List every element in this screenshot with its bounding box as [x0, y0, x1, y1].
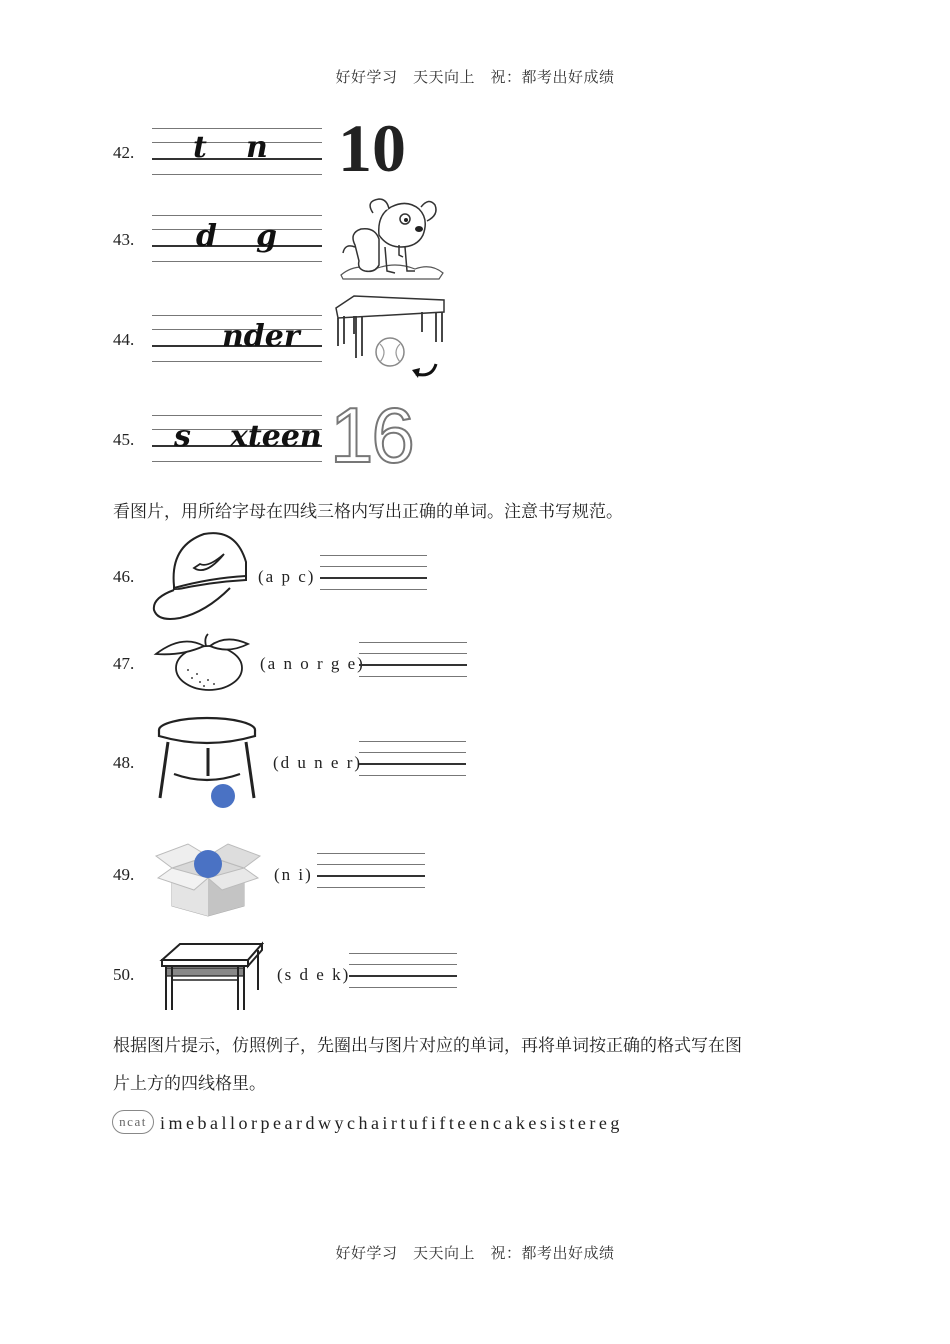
question-number: 47. — [113, 654, 135, 673]
given-letter: t — [193, 130, 207, 165]
question-number: 42. — [113, 143, 135, 162]
section-instruction: 根据图片提示，仿照例子，先圈出与图片对应的单词，再将单词按正确的格式写在图 — [113, 1036, 742, 1056]
four-line-grid[interactable] — [320, 555, 427, 591]
given-letters: (a n o r g e) — [260, 654, 365, 673]
ball-in-box-picture — [154, 834, 262, 918]
given-letter: s — [174, 419, 191, 454]
given-letter: nder — [222, 319, 300, 354]
page-header: 好好学习 天天向上 祝：都考出好成绩 — [335, 68, 615, 86]
number-ten-picture: 10 — [338, 110, 406, 186]
question-number: 49. — [113, 865, 135, 884]
ball-under-round-table-picture — [154, 716, 260, 810]
question-number: 45. — [113, 430, 135, 449]
section-instruction: 看图片，用所给字母在四线三格内写出正确的单词。注意书写规范。 — [113, 502, 623, 522]
question-number: 48. — [113, 753, 135, 772]
four-line-grid[interactable] — [317, 853, 425, 889]
given-letters: (d u n e r) — [273, 753, 363, 772]
dog-picture — [335, 195, 447, 281]
question-number: 46. — [113, 567, 135, 586]
four-line-grid[interactable] — [152, 215, 322, 263]
given-letter: d — [196, 219, 217, 254]
ball-under-table-picture — [332, 294, 448, 384]
question-number: 50. — [113, 965, 135, 984]
four-line-grid[interactable] — [359, 642, 467, 678]
given-letters: (a p c) — [258, 567, 316, 586]
given-letters: (n i) — [274, 865, 313, 884]
given-letter: n — [246, 130, 268, 165]
orange-picture — [152, 630, 252, 692]
desk-picture — [158, 940, 264, 1012]
given-letters: (s d e k) — [277, 965, 351, 984]
cap-picture — [150, 528, 250, 622]
given-letter: g — [256, 219, 277, 254]
circled-example-word: ncat — [112, 1110, 154, 1134]
question-number: 43. — [113, 230, 135, 249]
four-line-grid[interactable] — [152, 128, 322, 176]
section-instruction-continued: 片上方的四线格里。 — [113, 1074, 266, 1094]
question-number: 44. — [113, 330, 135, 349]
page-footer: 好好学习 天天向上 祝：都考出好成绩 — [335, 1244, 615, 1262]
letter-search-string: imeballorpeardwychairtufifteencakesistereg — [160, 1113, 623, 1133]
number-sixteen-picture: 16 — [330, 391, 413, 479]
four-line-grid[interactable] — [349, 953, 457, 989]
four-line-grid[interactable] — [359, 741, 466, 777]
given-letter: xteen — [230, 419, 322, 454]
